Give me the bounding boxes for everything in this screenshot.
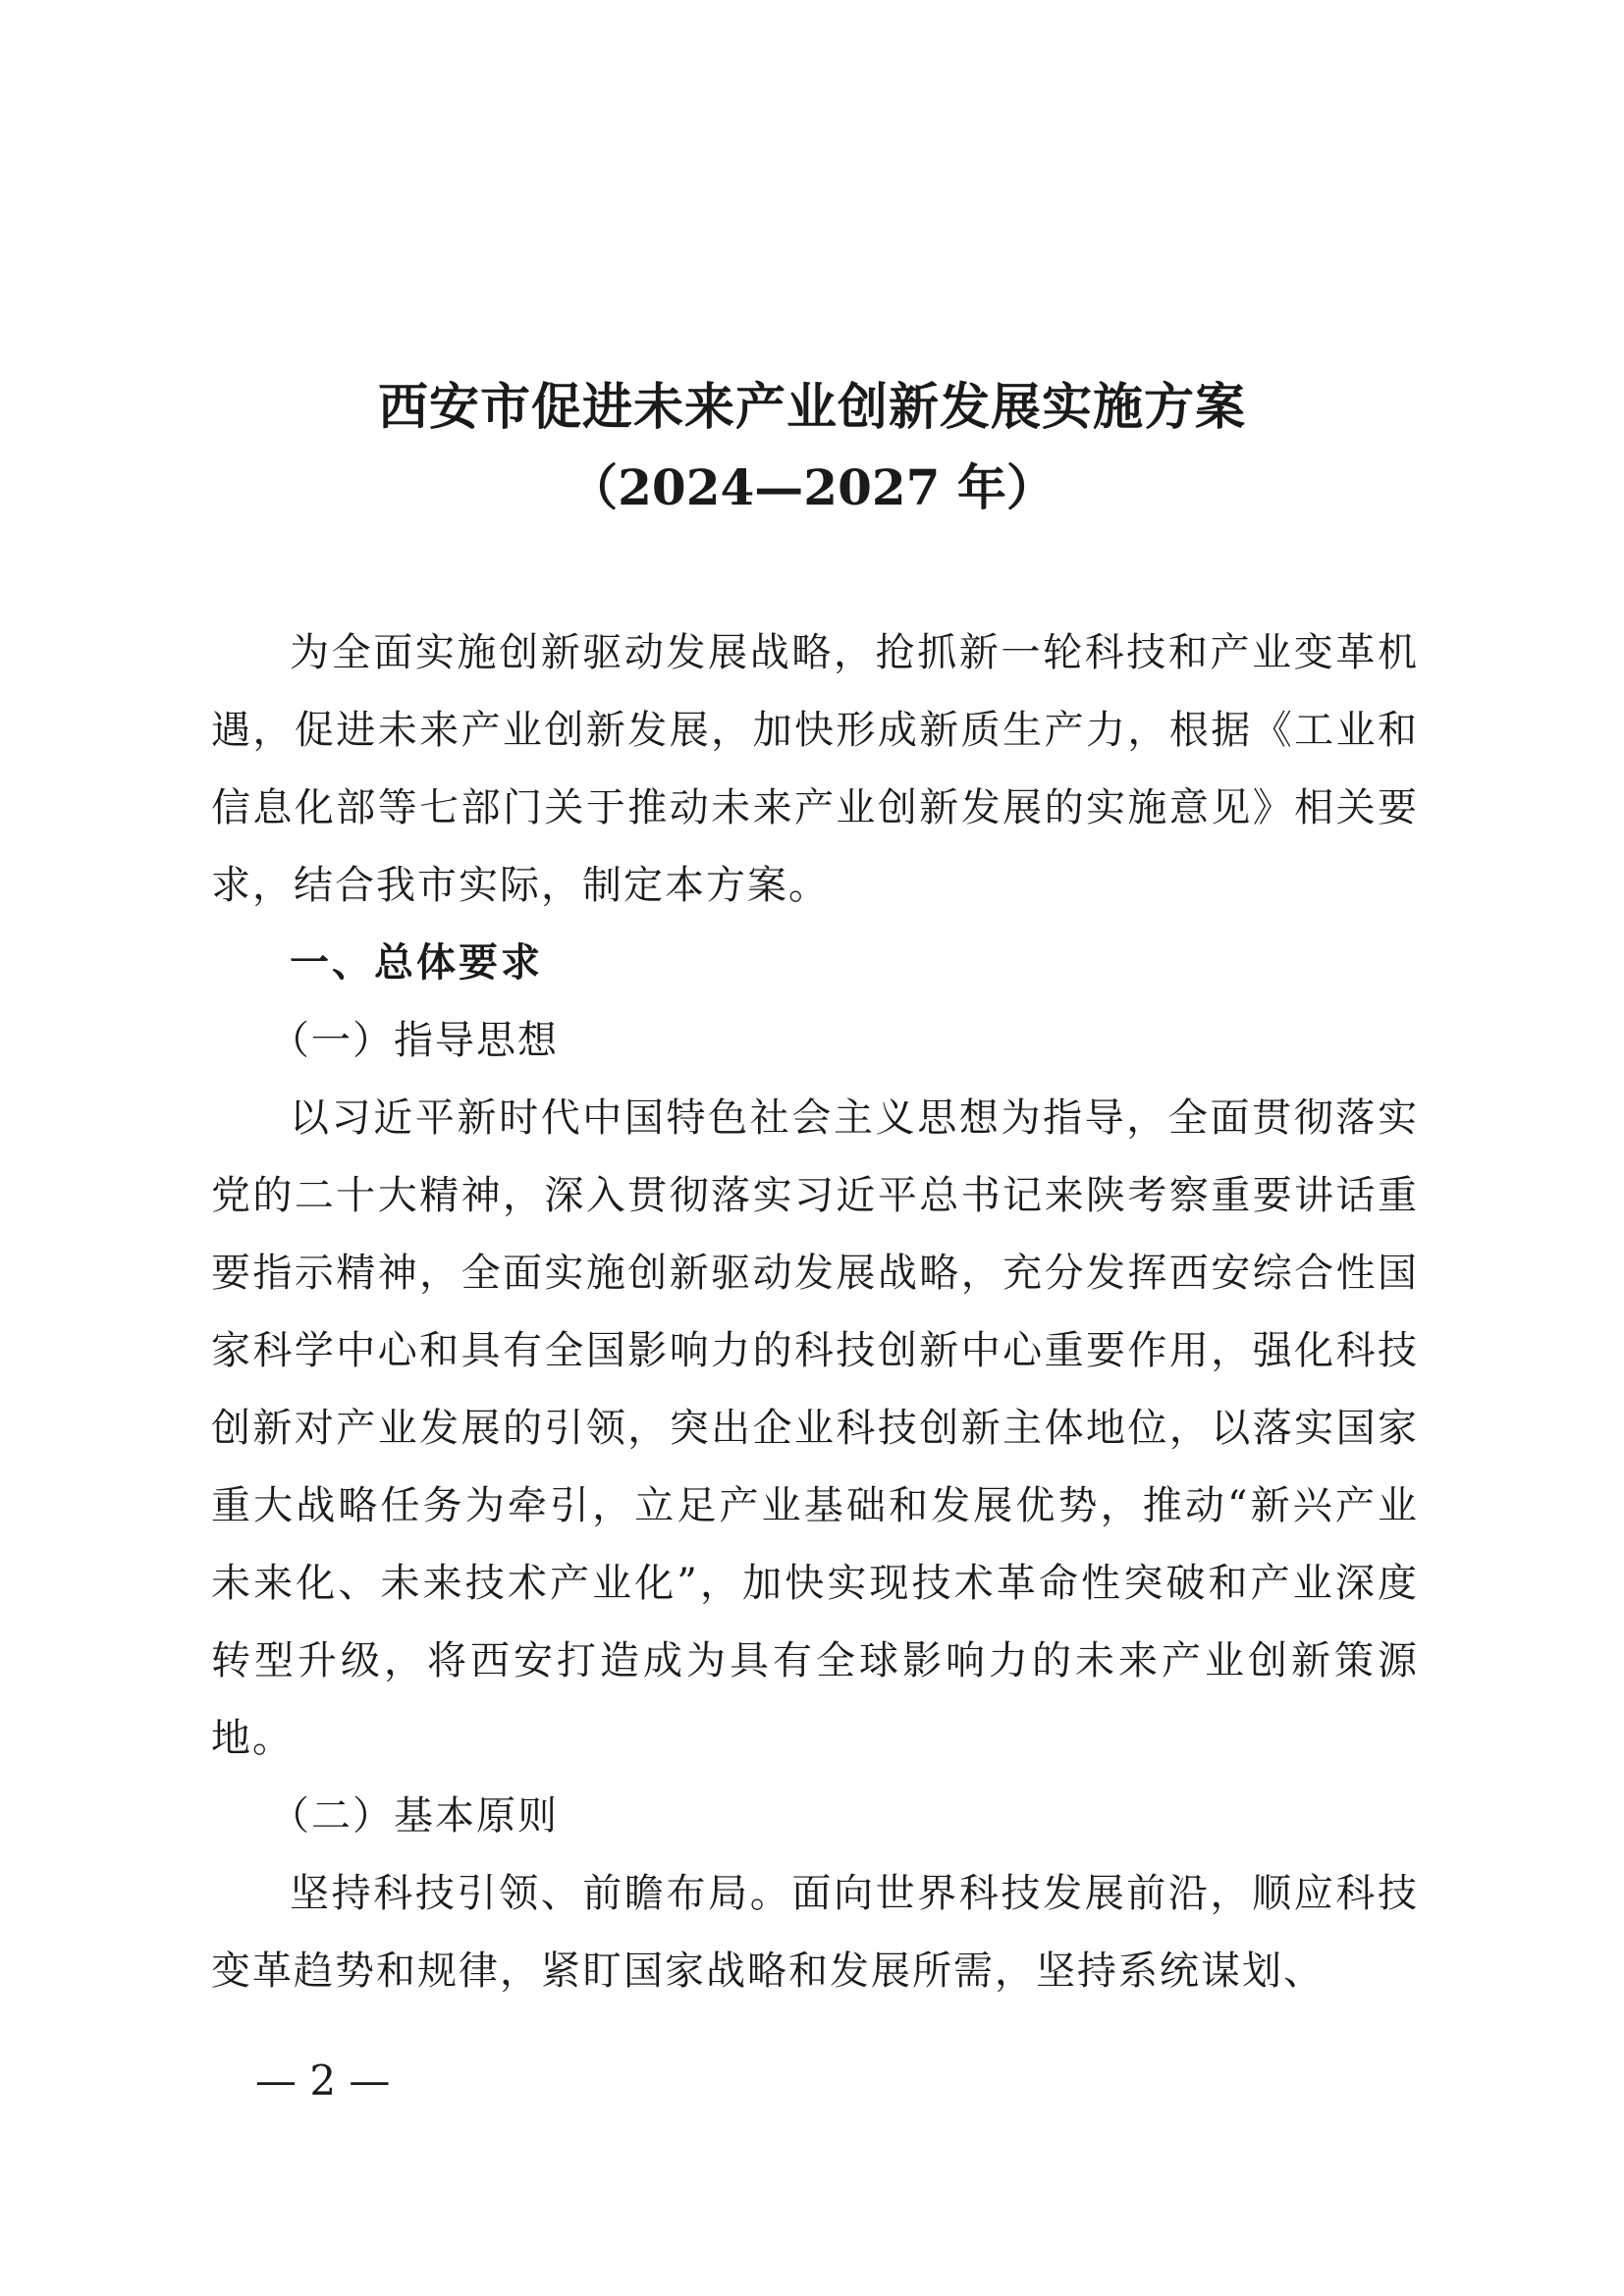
document-body xyxy=(211,614,1419,2010)
page-number: — 2 — xyxy=(255,2056,391,2105)
section-heading-general-requirements: 一、总体要求 xyxy=(290,940,543,986)
paragraph-guiding-ideology: 以习近平新时代中国特色社会主义思想为指导，全面贯彻落实党的二十大精神，深入贯彻落实习近平总书记来陕考察重要讲话重要指示精神，全面实施创新驱动发展战略，充分发挥西安综合性国家科学中心和具有全国影响力的科技创新中心重要作用，强化科技创新对产业发展的引领，突出企业科技创新主体地位，以落实国家重大战略任务为牵引，立足产业基础和发展优势，推动“新兴产业未来化、未来技术产业化”，加快实现技术革命性突破和产业深度转型升级，将西安打造成为具有全球影响力的未来产业创新策源地。 xyxy=(211,1095,1419,1761)
document-subtitle: （2024—2027 年） xyxy=(568,458,1056,516)
document-title: 西安市促进未来产业创新发展实施方案 xyxy=(377,378,1246,437)
subsection-heading-guiding-ideology: （一）指导思想 xyxy=(270,1018,559,1063)
paragraph-intro: 为全面实施创新驱动发展战略，抢抓新一轮科技和产业变革机遇，促进未来产业创新发展，加快形成新质生产力，根据《工业和信息化部等七部门关于推动未来产业创新发展的实施意见》相关要求，结合我市实际，制定本方案。 xyxy=(211,630,1419,908)
subsection-heading-basic-principles: （二）基本原则 xyxy=(270,1793,559,1839)
paragraph-basic-principles: 坚持科技引领、前瞻布局。面向世界科技发展前沿，顺应科技变革趋势和规律，紧盯国家战略和发展所需，坚持系统谋划、 xyxy=(211,1871,1419,1994)
